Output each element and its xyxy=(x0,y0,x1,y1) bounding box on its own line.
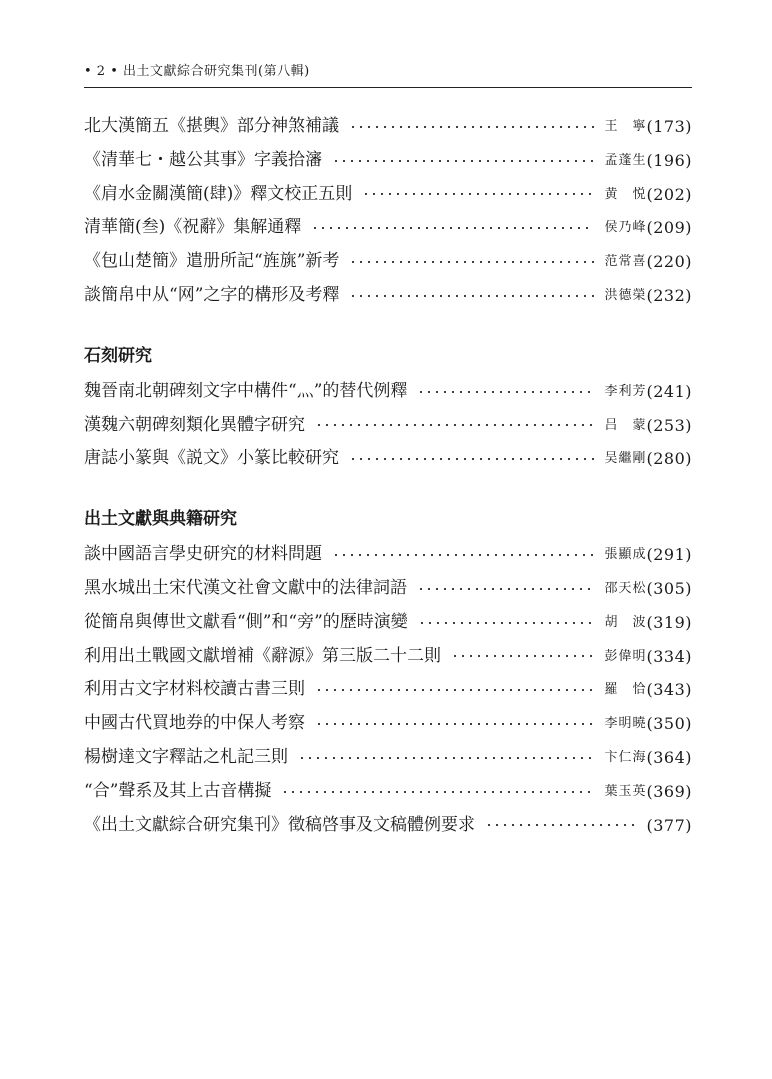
toc-entry xyxy=(84,572,692,606)
entry-author: 吴繼剛 xyxy=(604,451,647,467)
toc-entry xyxy=(84,375,692,409)
entry-author: 李明曉 xyxy=(604,716,647,732)
toc-section xyxy=(84,504,692,842)
dot-leader xyxy=(315,689,594,691)
entry-page-number: (291) xyxy=(646,545,692,565)
toc-entry xyxy=(84,178,692,212)
toc-entry xyxy=(84,110,692,144)
dot-leader xyxy=(332,554,594,556)
dot-leader xyxy=(349,261,594,263)
entry-page-number: (202) xyxy=(646,184,692,204)
entry-title: 《包山楚簡》遣册所記“旌旐”新考 xyxy=(84,251,340,272)
toc-entry xyxy=(84,775,692,809)
entry-author: 黄 悦 xyxy=(604,186,647,202)
entry-title: 中國古代買地券的中保人考察 xyxy=(84,713,305,734)
header-rule xyxy=(84,87,692,88)
entry-page-number: (280) xyxy=(646,449,692,469)
entry-title: 漢魏六朝碑刻類化異體字研究 xyxy=(84,414,305,435)
toc-entry xyxy=(84,245,692,279)
section-title: 石刻研究 xyxy=(84,345,152,366)
entry-page-number: (369) xyxy=(646,781,692,801)
dot-leader xyxy=(417,391,594,393)
toc-entry xyxy=(84,640,692,674)
entry-title: 《清華七・越公其事》字義拾瀋 xyxy=(84,149,322,170)
dot-leader xyxy=(332,160,594,162)
entry-author: 卞仁海 xyxy=(604,749,647,765)
dot-leader xyxy=(362,193,594,195)
entry-page-number: (343) xyxy=(646,680,692,700)
entry-title: 黑水城出土宋代漢文社會文獻中的法律詞語 xyxy=(84,577,407,598)
entry-title: 楊樹達文字釋詁之札記三則 xyxy=(84,746,288,767)
entry-page-number: (350) xyxy=(646,714,692,734)
entry-page-number: (220) xyxy=(646,252,692,272)
entry-author: 侯乃峰 xyxy=(604,220,647,236)
entry-page-number: (319) xyxy=(646,612,692,632)
dot-leader xyxy=(349,295,594,297)
entry-title: 談簡帛中从“网”之字的構形及考釋 xyxy=(84,284,340,305)
table-of-contents xyxy=(84,110,692,842)
toc-entry xyxy=(84,809,692,843)
toc-entry xyxy=(84,673,692,707)
dot-leader xyxy=(349,126,594,128)
entry-title: 利用出土戰國文獻增補《辭源》第三版二十二則 xyxy=(84,645,441,666)
entry-author: 胡 波 xyxy=(604,614,647,630)
entry-page-number: (305) xyxy=(646,578,692,598)
dot-leader xyxy=(311,227,594,229)
toc-entry xyxy=(84,279,692,313)
toc-entry xyxy=(84,538,692,572)
dot-leader xyxy=(417,588,594,590)
entry-author: 張顯成 xyxy=(604,547,647,563)
dot-leader xyxy=(281,791,594,793)
entry-title: 利用古文字材料校讀古書三則 xyxy=(84,679,305,700)
entry-page-number: (209) xyxy=(646,218,692,238)
dot-leader xyxy=(451,655,594,657)
toc-entry xyxy=(84,409,692,443)
entry-page-number: (241) xyxy=(646,381,692,401)
toc-entry xyxy=(84,741,692,775)
dot-leader xyxy=(349,458,594,460)
toc-section xyxy=(84,110,692,313)
entry-title: 北大漢簡五《揕輿》部分神煞補議 xyxy=(84,116,339,136)
entry-title: “合”聲系及其上古音構擬 xyxy=(84,780,272,801)
entry-author: 葉玉英 xyxy=(604,783,647,799)
entry-title: 清華簡(叁)《祝辭》集解通釋 xyxy=(84,217,302,238)
toc-section xyxy=(84,341,692,476)
entry-author: 吕 蒙 xyxy=(604,417,647,433)
entry-page-number: (253) xyxy=(646,415,692,435)
entry-title: 《肩水金關漢簡(肆)》釋文校正五則 xyxy=(84,183,353,204)
entry-title: 《出土文獻綜合研究集刊》徵稿啓事及文稿體例要求 xyxy=(84,814,475,835)
toc-entry xyxy=(84,707,692,741)
entry-author: 王 寧 xyxy=(604,119,647,134)
entry-author: 邵天松 xyxy=(604,580,647,596)
entry-page-number: (196) xyxy=(646,150,692,170)
toc-entry xyxy=(84,211,692,245)
running-head: • 2 • 出土文獻綜合研究集刊(第八輯) xyxy=(84,64,310,79)
entry-title: 唐誌小篆與《説文》小篆比較研究 xyxy=(84,448,339,469)
entry-page-number: (173) xyxy=(646,117,692,136)
entry-title: 從簡帛與傳世文獻看“側”和“旁”的歷時演變 xyxy=(84,611,408,632)
dot-leader xyxy=(418,622,595,624)
section-title: 出土文獻與典籍研究 xyxy=(84,509,237,530)
entry-author: 孟蓬生 xyxy=(604,152,647,168)
entry-page-number: (334) xyxy=(646,646,692,666)
entry-author: 李利芳 xyxy=(604,383,647,399)
entry-page-number: (232) xyxy=(646,285,692,305)
toc-entry xyxy=(84,606,692,640)
dot-leader xyxy=(298,757,594,759)
entry-author: 彭偉明 xyxy=(604,648,647,664)
dot-leader xyxy=(315,723,594,725)
entry-author: 范常喜 xyxy=(604,254,647,270)
dot-leader xyxy=(485,824,636,826)
entry-title: 談中國語言學史研究的材料問題 xyxy=(84,544,322,565)
toc-entry xyxy=(84,442,692,476)
entry-page-number: (377) xyxy=(646,815,692,835)
entry-author: 羅 恰 xyxy=(604,682,647,698)
entry-author: 洪德榮 xyxy=(604,287,647,303)
dot-leader xyxy=(315,424,594,426)
toc-entry xyxy=(84,144,692,178)
entry-page-number: (364) xyxy=(646,747,692,767)
entry-title: 魏晉南北朝碑刻文字中構件“灬”的替代例釋 xyxy=(84,380,408,401)
